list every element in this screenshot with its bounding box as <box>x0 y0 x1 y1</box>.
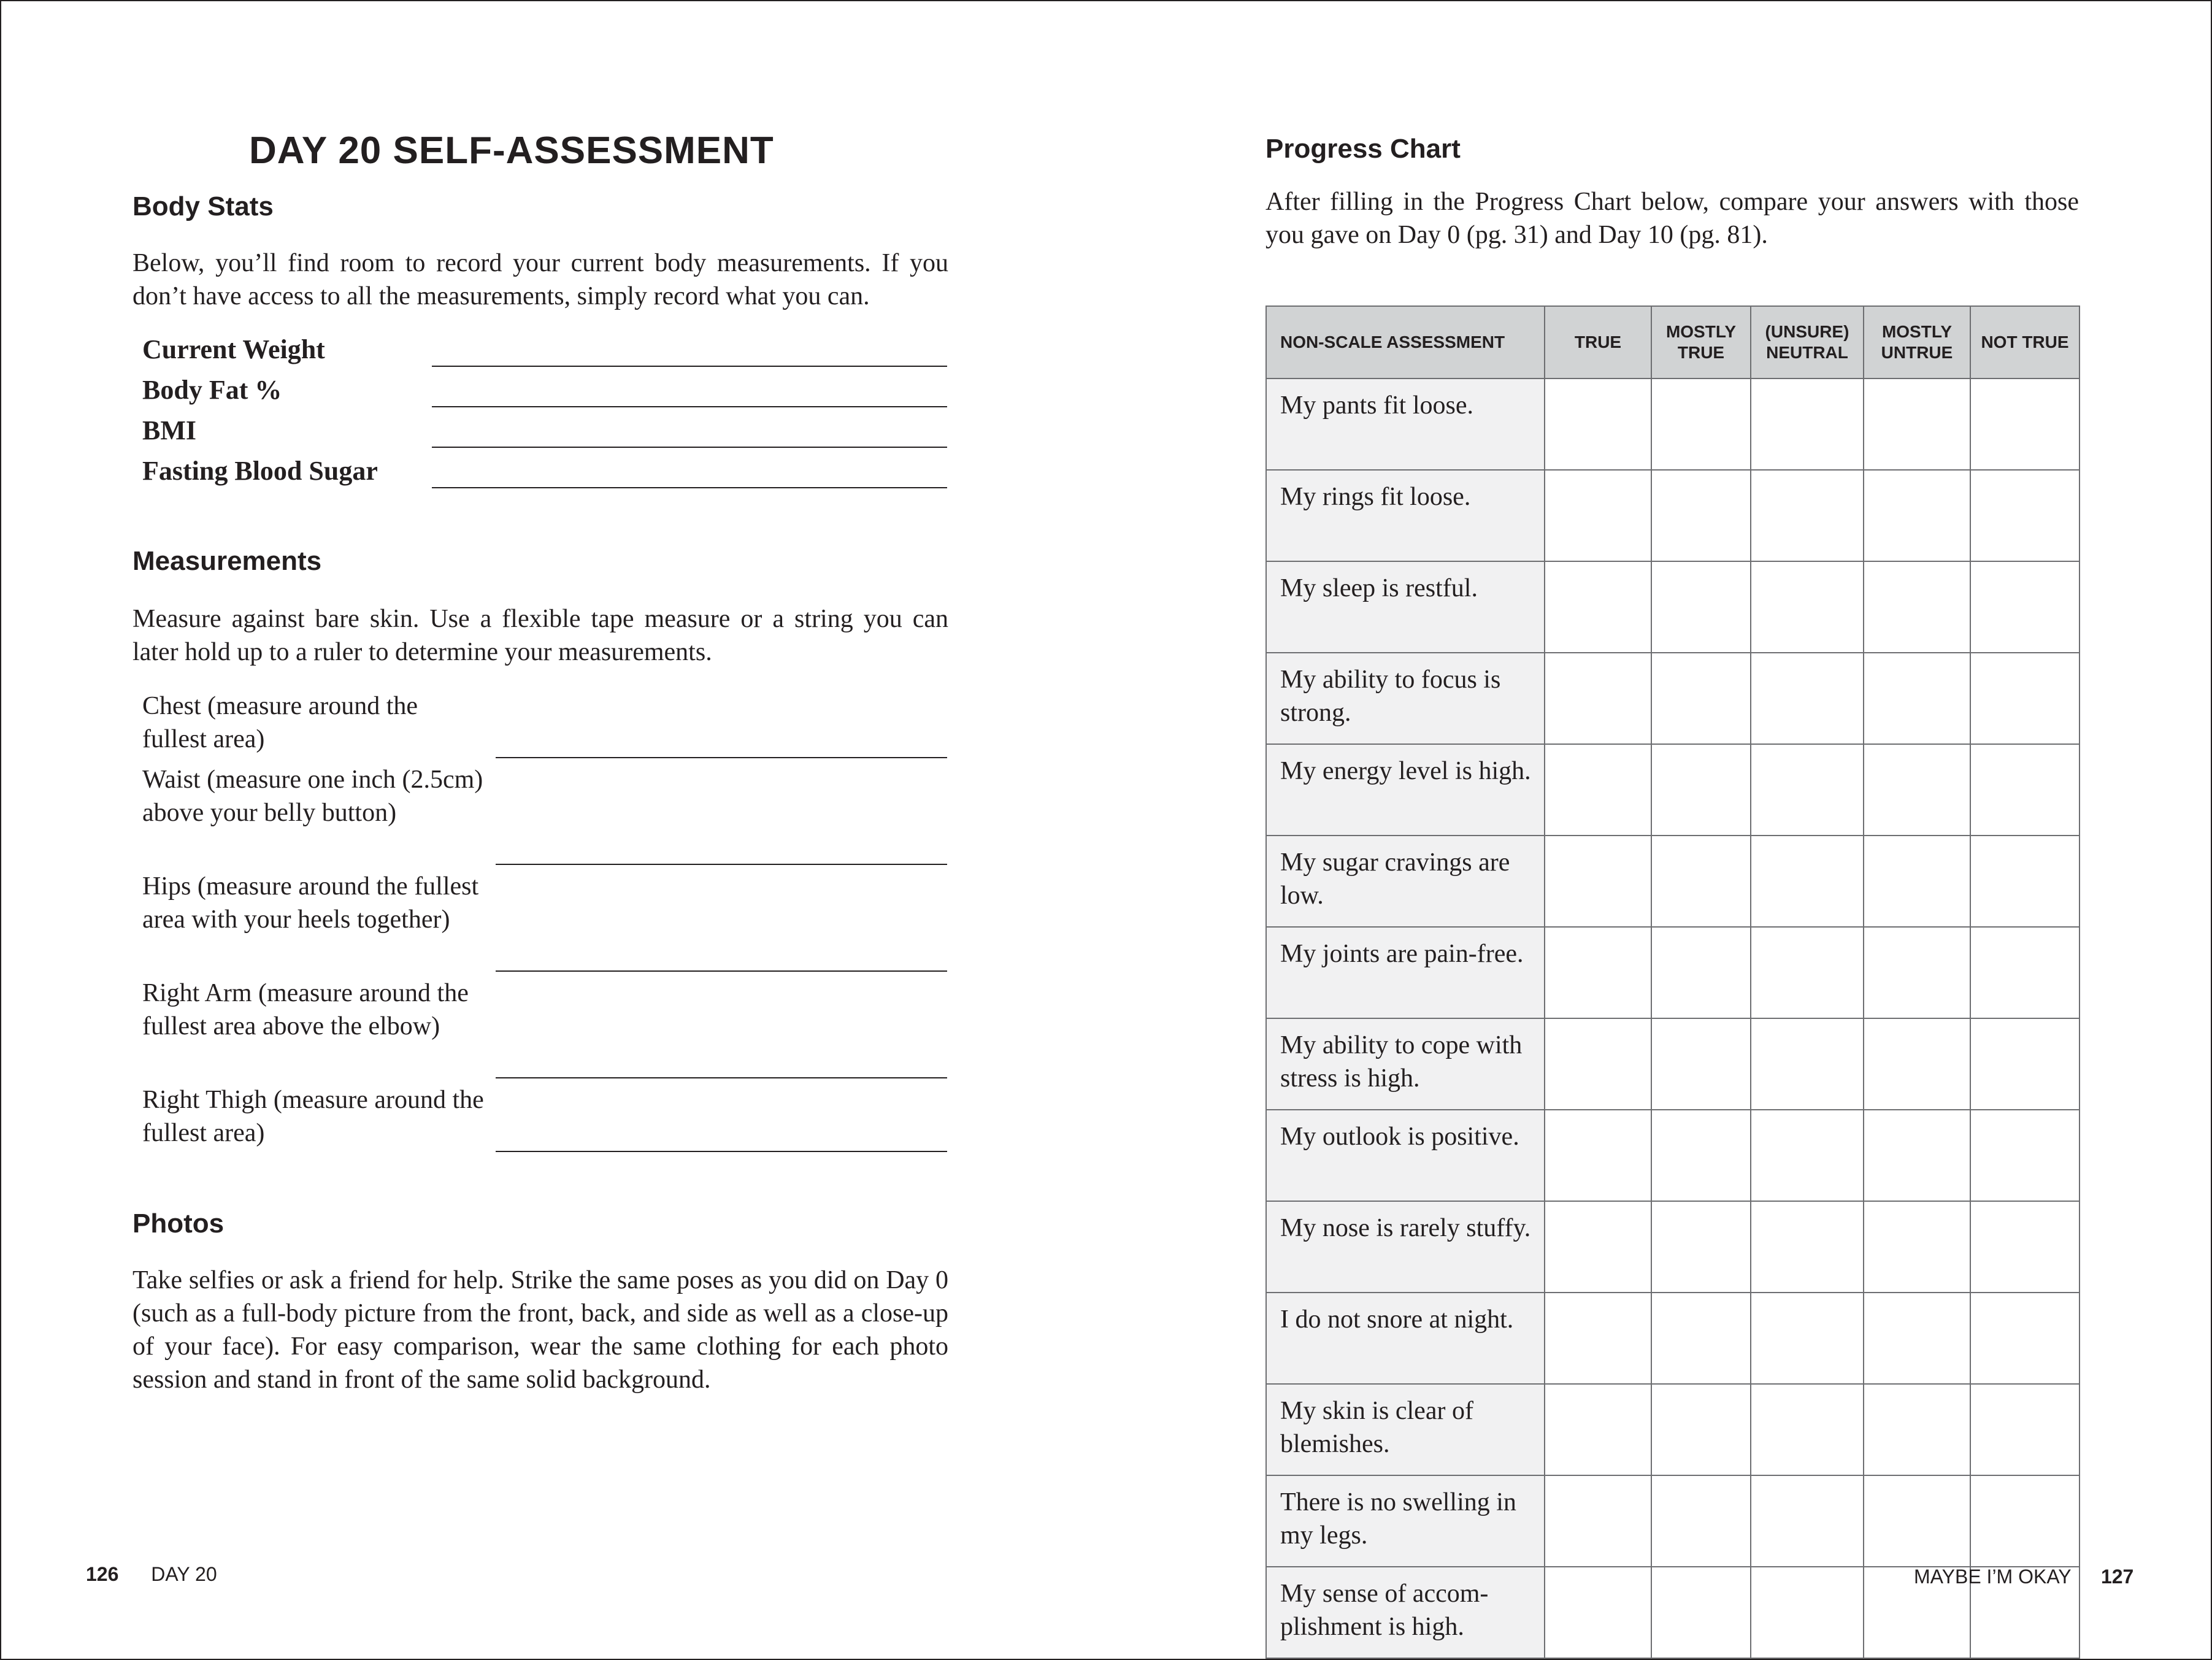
table-row <box>1266 1475 2080 1567</box>
answer-cell[interactable] <box>1751 1018 1864 1110</box>
photos-heading: Photos <box>132 1208 225 1239</box>
answer-cell[interactable] <box>1751 561 1864 653</box>
answer-cell[interactable] <box>1970 561 2080 653</box>
assessment-statement: There is no swelling in my legs. <box>1266 1475 1545 1567</box>
column-header: (UNSURE) NEUTRAL <box>1751 306 1864 378</box>
answer-cell[interactable] <box>1970 927 2080 1018</box>
answer-cell[interactable] <box>1970 378 2080 470</box>
answer-cell[interactable] <box>1545 1201 1651 1293</box>
answer-cell[interactable] <box>1970 1201 2080 1293</box>
answer-cell[interactable] <box>1545 653 1651 744</box>
table-row <box>1266 1018 2080 1110</box>
answer-cell[interactable] <box>1970 1475 2080 1567</box>
assessment-statement: My pants fit loose. <box>1266 378 1545 470</box>
answer-cell[interactable] <box>1864 927 1970 1018</box>
running-head: DAY 20 <box>151 1563 217 1585</box>
answer-cell[interactable] <box>1545 1475 1651 1567</box>
measurement-label: Right Arm (measure around the fullest area above the elbow) <box>142 979 469 1040</box>
body-stat-label: Current Weight <box>142 334 325 364</box>
answer-cell[interactable] <box>1864 653 1970 744</box>
answer-cell[interactable] <box>1970 1018 2080 1110</box>
answer-cell[interactable] <box>1751 836 1864 927</box>
column-header: TRUE <box>1545 306 1651 378</box>
answer-cell[interactable] <box>1864 1475 1970 1567</box>
assessment-statement: My joints are pain-free. <box>1266 927 1545 1018</box>
answer-cell[interactable] <box>1545 470 1651 561</box>
answer-cell[interactable] <box>1751 927 1864 1018</box>
write-in-line[interactable] <box>496 1151 947 1152</box>
answer-cell[interactable] <box>1751 1567 1864 1658</box>
answer-cell[interactable] <box>1864 1110 1970 1201</box>
progress-chart-table <box>1265 305 2080 1659</box>
answer-cell[interactable] <box>1751 653 1864 744</box>
answer-cell[interactable] <box>1864 744 1970 836</box>
answer-cell[interactable] <box>1545 1384 1651 1475</box>
answer-cell[interactable] <box>1651 561 1751 653</box>
assessment-statement: My outlook is positive. <box>1266 1110 1545 1201</box>
measurement-label: Right Thigh (measure around the fullest area) <box>142 1086 484 1147</box>
answer-cell[interactable] <box>1864 836 1970 927</box>
column-header: NOT TRUE <box>1970 306 2080 378</box>
answer-cell[interactable] <box>1545 927 1651 1018</box>
write-in-line[interactable] <box>496 864 947 865</box>
answer-cell[interactable] <box>1545 1110 1651 1201</box>
column-header: MOSTLY UNTRUE <box>1864 306 1970 378</box>
body-stat-row <box>142 412 947 453</box>
table-row <box>1266 927 2080 1018</box>
answer-cell[interactable] <box>1970 1293 2080 1384</box>
body-stats-heading: Body Stats <box>132 191 274 221</box>
answer-cell[interactable] <box>1970 1384 2080 1475</box>
table-row <box>1266 1384 2080 1475</box>
answer-cell[interactable] <box>1545 836 1651 927</box>
measurement-label: Waist (measure one inch (2.5cm) above your belly button) <box>142 766 483 827</box>
assessment-statement: My ability to focus is strong. <box>1266 653 1545 744</box>
assessment-statement: My skin is clear of blemishes. <box>1266 1384 1545 1475</box>
assessment-statement: My sleep is restful. <box>1266 561 1545 653</box>
answer-cell[interactable] <box>1864 378 1970 470</box>
body-stat-row <box>142 331 947 372</box>
answer-cell[interactable] <box>1545 378 1651 470</box>
answer-cell[interactable] <box>1864 470 1970 561</box>
page-number: 127 <box>2100 1566 2134 1588</box>
answer-cell[interactable] <box>1651 1567 1751 1658</box>
table-row <box>1266 561 2080 653</box>
answer-cell[interactable] <box>1751 378 1864 470</box>
left-folio <box>86 1563 217 1586</box>
answer-cell[interactable] <box>1970 744 2080 836</box>
write-in-line[interactable] <box>496 970 947 972</box>
assessment-statement: My rings fit loose. <box>1266 470 1545 561</box>
answer-cell[interactable] <box>1864 1018 1970 1110</box>
answer-cell[interactable] <box>1970 470 2080 561</box>
assessment-statement: My sugar cravings are low. <box>1266 836 1545 927</box>
answer-cell[interactable] <box>1651 744 1751 836</box>
measurement-label: Hips (measure around the fullest area with your heels together) <box>142 872 479 934</box>
measurement-label: Chest (measure around the fullest area) <box>142 692 418 753</box>
answer-cell[interactable] <box>1651 653 1751 744</box>
answer-cell[interactable] <box>1545 1567 1651 1658</box>
running-head: MAYBE I’M OKAY <box>1914 1566 2072 1588</box>
answer-cell[interactable] <box>1864 1201 1970 1293</box>
answer-cell[interactable] <box>1970 836 2080 927</box>
answer-cell[interactable] <box>1651 927 1751 1018</box>
answer-cell[interactable] <box>1651 1293 1751 1384</box>
answer-cell[interactable] <box>1751 1293 1864 1384</box>
answer-cell[interactable] <box>1545 1293 1651 1384</box>
body-stat-row <box>142 372 947 412</box>
write-in-line[interactable] <box>432 487 947 488</box>
body-stats-intro: Below, you’ll find room to record your current body measurements. If you don’t have access to all the measurements, simply record what you can. <box>132 249 948 310</box>
table-header-row <box>1266 306 2080 378</box>
answer-cell[interactable] <box>1751 744 1864 836</box>
body-stat-label: Fasting Blood Sugar <box>142 456 378 486</box>
answer-cell[interactable] <box>1751 1110 1864 1201</box>
body-stat-label: Body Fat % <box>142 375 282 405</box>
column-header: NON-SCALE ASSESSMENT <box>1266 306 1545 378</box>
measurements-heading: Measurements <box>132 546 322 576</box>
answer-cell[interactable] <box>1651 836 1751 927</box>
answer-cell[interactable] <box>1864 1293 1970 1384</box>
write-in-line[interactable] <box>496 757 947 758</box>
page-title: DAY 20 SELF-ASSESSMENT <box>249 129 774 172</box>
body-stat-row <box>142 453 947 493</box>
answer-cell[interactable] <box>1651 378 1751 470</box>
column-header: MOSTLY TRUE <box>1651 306 1751 378</box>
assessment-statement: My energy level is high. <box>1266 744 1545 836</box>
progress-chart-heading: Progress Chart <box>1265 134 1461 164</box>
assessment-statement: My sense of accom-plishment is high. <box>1266 1567 1545 1658</box>
write-in-line[interactable] <box>496 1077 947 1078</box>
answer-cell[interactable] <box>1545 744 1651 836</box>
assessment-statement: I do not snore at night. <box>1266 1293 1545 1384</box>
table-row <box>1266 1293 2080 1384</box>
write-in-line[interactable] <box>432 366 947 367</box>
right-folio <box>1914 1566 2133 1588</box>
table-row <box>1266 470 2080 561</box>
table-row <box>1266 378 2080 470</box>
answer-cell[interactable] <box>1970 1110 2080 1201</box>
write-in-line[interactable] <box>432 406 947 407</box>
answer-cell[interactable] <box>1545 1018 1651 1110</box>
table-row <box>1266 1110 2080 1201</box>
table-row <box>1266 744 2080 836</box>
table-row <box>1266 1201 2080 1293</box>
answer-cell[interactable] <box>1545 561 1651 653</box>
measurements-intro: Measure against bare skin. Use a flexible tape measure or a string you can later hold up to a ruler to determine your measurements. <box>132 605 948 666</box>
assessment-statement: My ability to cope with stress is high. <box>1266 1018 1545 1110</box>
page-number: 126 <box>86 1563 119 1585</box>
answer-cell[interactable] <box>1651 1110 1751 1201</box>
answer-cell[interactable] <box>1651 470 1751 561</box>
answer-cell[interactable] <box>1751 470 1864 561</box>
answer-cell[interactable] <box>1864 561 1970 653</box>
answer-cell[interactable] <box>1651 1018 1751 1110</box>
assessment-statement: My nose is rarely stuffy. <box>1266 1201 1545 1293</box>
answer-cell[interactable] <box>1970 653 2080 744</box>
progress-chart-intro: After filling in the Progress Chart below, compare your answers with those you gave on Day 0 (pg. 31) and Day 10 (pg. 81). <box>1265 188 2079 249</box>
table-row <box>1266 653 2080 744</box>
answer-cell[interactable] <box>1864 1384 1970 1475</box>
answer-cell[interactable] <box>1751 1201 1864 1293</box>
answer-cell[interactable] <box>1751 1384 1864 1475</box>
answer-cell[interactable] <box>1751 1475 1864 1567</box>
answer-cell[interactable] <box>1651 1384 1751 1475</box>
table-row <box>1266 836 2080 927</box>
answer-cell[interactable] <box>1651 1201 1751 1293</box>
body-stat-label: BMI <box>142 415 196 445</box>
write-in-line[interactable] <box>432 447 947 448</box>
photos-text: Take selfies or ask a friend for help. Strike the same poses as you did on Day 0 (such as a full-body picture from the front, back, and side as well as a close-up of your face). For easy comparison, wear the same clothing for each photo session and stand in front of the same solid background. <box>132 1266 948 1394</box>
answer-cell[interactable] <box>1651 1475 1751 1567</box>
